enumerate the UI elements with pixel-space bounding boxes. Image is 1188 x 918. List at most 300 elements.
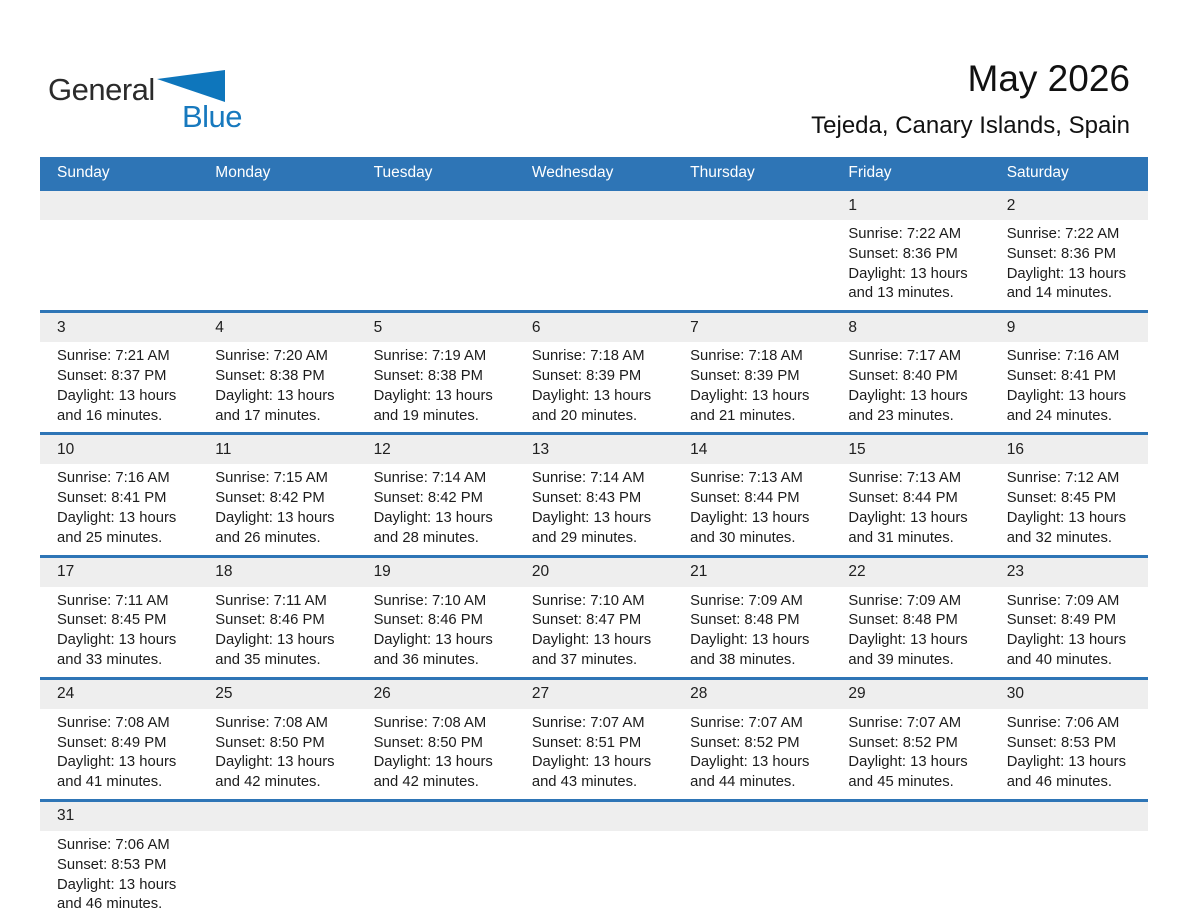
daylight-text-line2: and 33 minutes.: [57, 651, 163, 668]
day-number-band: [198, 191, 356, 220]
day-cell-body: [40, 464, 198, 554]
day-number-band: [831, 680, 989, 709]
daylight-text-line2: and 28 minutes.: [373, 529, 479, 546]
sunset-text: Sunset: 8:38 PM: [215, 367, 325, 384]
sunrise-text: Sunrise: 7:18 AM: [531, 348, 645, 365]
daylight-text-line1: Daylight: 13 hours: [1006, 509, 1126, 526]
daylight-text-line1: Daylight: 13 hours: [690, 509, 810, 526]
week-row: [40, 677, 1148, 799]
day-number-band: [673, 435, 831, 464]
day-number: 3: [57, 318, 66, 336]
logo-text-general: General: [48, 72, 155, 107]
day-cell-body: [515, 342, 673, 432]
day-cell: [357, 313, 515, 432]
day-cell: [357, 680, 515, 799]
day-cell-body: [40, 709, 198, 799]
daylight-text-line1: Daylight: 13 hours: [531, 387, 652, 404]
daylight-text-line1: Daylight: 13 hours: [215, 387, 335, 404]
day-cell: [198, 313, 356, 432]
day-number-band: [40, 680, 198, 709]
sunrise-text: Sunrise: 7:22 AM: [1006, 226, 1120, 242]
daylight-text-line2: and 14 minutes.: [1006, 285, 1112, 302]
empty-day-cell: [673, 802, 831, 918]
daylight-text-line1: Daylight: 13 hours: [215, 754, 335, 771]
sunrise-text: Sunrise: 7:09 AM: [1006, 592, 1120, 609]
daylight-text-line1: Daylight: 13 hours: [1006, 387, 1126, 404]
day-number: 28: [690, 685, 708, 703]
day-cell-body: [198, 587, 356, 677]
sunrise-text: Sunrise: 7:09 AM: [690, 592, 803, 609]
daylight-text-line1: Daylight: 13 hours: [848, 754, 968, 771]
sunset-text: Sunset: 8:44 PM: [690, 490, 800, 507]
sunrise-text: Sunrise: 7:19 AM: [373, 348, 487, 365]
day-number-band: [198, 802, 356, 831]
empty-day-cell: [198, 191, 356, 310]
sunset-text: Sunset: 8:53 PM: [1006, 734, 1117, 751]
sunset-text: Sunset: 8:41 PM: [1006, 367, 1117, 384]
daylight-text-line2: and 19 minutes.: [373, 407, 479, 424]
day-number-band: [673, 313, 831, 342]
daylight-text-line1: Daylight: 13 hours: [57, 876, 177, 893]
day-cell-body: [515, 709, 673, 799]
day-cell: [515, 680, 673, 799]
sunrise-text: Sunrise: 7:16 AM: [1006, 348, 1120, 365]
day-cell-body: [673, 831, 831, 842]
calendar-weeks: [40, 188, 1148, 918]
day-number-band: [673, 558, 831, 587]
day-number: 19: [373, 563, 391, 581]
day-cell: [40, 802, 198, 918]
sunset-text: Sunset: 8:50 PM: [373, 734, 483, 751]
daylight-text-line1: Daylight: 13 hours: [848, 387, 968, 404]
sunset-text: Sunset: 8:46 PM: [215, 612, 325, 629]
day-number-band: [673, 191, 831, 220]
page-title: May 2026: [967, 58, 1130, 99]
day-number: 11: [215, 440, 232, 458]
empty-day-cell: [990, 802, 1148, 918]
day-number: 29: [848, 685, 866, 703]
calendar-table: [40, 157, 1148, 918]
day-number: 27: [531, 685, 550, 703]
day-number-band: [357, 435, 515, 464]
daylight-text-line2: and 23 minutes.: [848, 407, 954, 424]
daylight-text-line2: and 20 minutes.: [531, 407, 638, 424]
empty-day-cell: [40, 191, 198, 310]
daylight-text-line2: and 38 minutes.: [690, 651, 796, 668]
day-number-band: [673, 680, 831, 709]
day-cell: [515, 558, 673, 677]
sunset-text: Sunset: 8:44 PM: [848, 490, 958, 507]
day-number: 15: [848, 440, 866, 458]
day-number-band: [357, 802, 515, 831]
day-number-band: [990, 802, 1148, 831]
daylight-text-line1: Daylight: 13 hours: [848, 509, 968, 526]
daylight-text-line2: and 36 minutes.: [373, 651, 479, 668]
day-cell: [357, 558, 515, 677]
daylight-text-line2: and 42 minutes.: [373, 774, 479, 791]
daylight-text-line1: Daylight: 13 hours: [531, 754, 652, 771]
day-cell-body: [831, 709, 989, 799]
day-number: 4: [215, 318, 224, 336]
daylight-text-line1: Daylight: 13 hours: [1006, 265, 1126, 282]
day-number: 1: [848, 196, 858, 214]
sunrise-text: Sunrise: 7:15 AM: [215, 470, 328, 487]
day-number: 17: [57, 563, 75, 581]
day-cell: [990, 191, 1148, 310]
day-cell-body: [40, 342, 198, 432]
sunrise-text: Sunrise: 7:07 AM: [690, 714, 803, 731]
daylight-text-line2: and 31 minutes.: [848, 529, 954, 546]
day-cell-body: [673, 220, 831, 231]
day-cell-body: [515, 220, 673, 231]
daylight-text-line2: and 25 minutes.: [57, 529, 163, 546]
day-number-band: [831, 435, 989, 464]
daylight-text-line2: and 42 minutes.: [215, 774, 321, 791]
sunrise-text: Sunrise: 7:08 AM: [57, 714, 170, 731]
day-number-band: [515, 680, 673, 709]
day-cell: [357, 435, 515, 554]
day-cell-body: [40, 587, 198, 677]
daylight-text-line2: and 39 minutes.: [848, 651, 954, 668]
day-cell: [673, 435, 831, 554]
sunrise-text: Sunrise: 7:13 AM: [690, 470, 803, 487]
day-number: 24: [57, 685, 75, 703]
sunset-text: Sunset: 8:52 PM: [848, 734, 958, 751]
day-header-saturday: Saturday: [1006, 163, 1069, 181]
sunrise-text: Sunrise: 7:07 AM: [531, 714, 645, 731]
day-cell-body: [515, 831, 673, 842]
day-cell: [990, 558, 1148, 677]
daylight-text-line2: and 26 minutes.: [215, 529, 321, 546]
sunset-text: Sunset: 8:52 PM: [690, 734, 800, 751]
day-cell-body: [198, 464, 356, 554]
day-cell: [515, 435, 673, 554]
day-cell-body: [831, 831, 989, 842]
day-cell-body: [990, 831, 1148, 842]
day-number-band: [990, 435, 1148, 464]
daylight-text-line1: Daylight: 13 hours: [373, 509, 493, 526]
sunset-text: Sunset: 8:43 PM: [531, 490, 642, 507]
daylight-text-line1: Daylight: 13 hours: [1006, 754, 1126, 771]
day-cell-body: [198, 220, 356, 231]
sunset-text: Sunset: 8:50 PM: [215, 734, 325, 751]
sunrise-text: Sunrise: 7:16 AM: [57, 470, 170, 487]
day-header-wednesday: Wednesday: [531, 163, 614, 181]
day-cell-body: [831, 342, 989, 432]
daylight-text-line2: and 37 minutes.: [531, 651, 638, 668]
day-cell: [40, 558, 198, 677]
sunrise-text: Sunrise: 7:21 AM: [57, 348, 170, 365]
daylight-text-line1: Daylight: 13 hours: [848, 632, 968, 649]
sunset-text: Sunset: 8:42 PM: [373, 490, 483, 507]
day-cell-body: [831, 220, 989, 310]
day-cell: [831, 435, 989, 554]
sunset-text: Sunset: 8:46 PM: [373, 612, 483, 629]
day-number: 10: [57, 440, 75, 458]
sunrise-text: Sunrise: 7:08 AM: [215, 714, 328, 731]
daylight-text-line2: and 43 minutes.: [531, 774, 638, 791]
sunset-text: Sunset: 8:48 PM: [848, 612, 958, 629]
day-cell: [40, 435, 198, 554]
logo-text-blue: Blue: [181, 99, 242, 134]
sunset-text: Sunset: 8:37 PM: [57, 367, 167, 384]
day-number-band: [831, 191, 989, 220]
day-number-band: [40, 802, 198, 831]
sunrise-text: Sunrise: 7:11 AM: [215, 592, 327, 609]
sunset-text: Sunset: 8:39 PM: [531, 367, 642, 384]
day-cell-body: [673, 587, 831, 677]
daylight-text-line1: Daylight: 13 hours: [690, 754, 810, 771]
daylight-text-line2: and 13 minutes.: [848, 285, 954, 302]
week-row: [40, 310, 1148, 432]
day-cell-body: [40, 220, 198, 231]
sunset-text: Sunset: 8:39 PM: [690, 367, 800, 384]
empty-day-cell: [515, 802, 673, 918]
day-number: 22: [848, 563, 866, 581]
day-cell-body: [40, 831, 198, 918]
sunset-text: Sunset: 8:51 PM: [531, 734, 642, 751]
day-number-band: [515, 802, 673, 831]
day-cell-body: [357, 587, 515, 677]
daylight-text-line2: and 44 minutes.: [690, 774, 796, 791]
sunset-text: Sunset: 8:47 PM: [531, 612, 642, 629]
sunset-text: Sunset: 8:36 PM: [1006, 245, 1117, 262]
day-number-band: [40, 558, 198, 587]
day-number-band: [357, 313, 515, 342]
day-number-band: [198, 680, 356, 709]
sunrise-text: Sunrise: 7:14 AM: [373, 470, 487, 487]
title-block: [811, 58, 1130, 140]
day-number: 6: [531, 318, 541, 336]
empty-day-cell: [357, 802, 515, 918]
day-cell: [198, 558, 356, 677]
day-cell: [990, 435, 1148, 554]
sunrise-text: Sunrise: 7:17 AM: [848, 348, 962, 365]
sunrise-text: Sunrise: 7:18 AM: [690, 348, 803, 365]
day-cell: [40, 680, 198, 799]
day-number-band: [831, 802, 989, 831]
daylight-text-line1: Daylight: 13 hours: [57, 632, 177, 649]
sunrise-text: Sunrise: 7:13 AM: [848, 470, 962, 487]
daylight-text-line2: and 35 minutes.: [215, 651, 321, 668]
day-number: 31: [57, 807, 75, 825]
daylight-text-line2: and 46 minutes.: [1006, 774, 1112, 791]
day-cell-body: [673, 709, 831, 799]
daylight-text-line1: Daylight: 13 hours: [690, 632, 810, 649]
day-header-sunday: Sunday: [57, 163, 110, 181]
sunrise-text: Sunrise: 7:10 AM: [373, 592, 487, 609]
daylight-text-line2: and 16 minutes.: [57, 407, 163, 424]
day-cell-body: [990, 464, 1148, 554]
day-cell: [198, 435, 356, 554]
day-number-band: [515, 435, 673, 464]
sunrise-text: Sunrise: 7:06 AM: [1006, 714, 1120, 731]
daylight-text-line1: Daylight: 13 hours: [215, 509, 335, 526]
daylight-text-line2: and 29 minutes.: [531, 529, 638, 546]
sunset-text: Sunset: 8:48 PM: [690, 612, 800, 629]
day-cell-body: [357, 831, 515, 842]
daylight-text-line1: Daylight: 13 hours: [57, 387, 177, 404]
sunset-text: Sunset: 8:49 PM: [57, 734, 167, 751]
week-row: [40, 555, 1148, 677]
general-blue-logo: [48, 70, 242, 132]
day-number-band: [40, 191, 198, 220]
day-cell-body: [198, 709, 356, 799]
daylight-text-line1: Daylight: 13 hours: [690, 387, 810, 404]
day-number: 12: [373, 440, 391, 458]
daylight-text-line2: and 30 minutes.: [690, 529, 796, 546]
daylight-text-line2: and 24 minutes.: [1006, 407, 1112, 424]
sunrise-text: Sunrise: 7:11 AM: [57, 592, 169, 609]
day-number-band: [990, 558, 1148, 587]
daylight-text-line1: Daylight: 13 hours: [1006, 632, 1126, 649]
empty-day-cell: [357, 191, 515, 310]
day-number-band: [515, 191, 673, 220]
day-cell: [515, 313, 673, 432]
day-cell: [990, 313, 1148, 432]
daylight-text-line1: Daylight: 13 hours: [373, 632, 493, 649]
day-number-band: [515, 558, 673, 587]
day-number-band: [515, 313, 673, 342]
day-cell-body: [357, 464, 515, 554]
sunrise-text: Sunrise: 7:12 AM: [1006, 470, 1120, 487]
day-header-thursday: Thursday: [690, 163, 755, 181]
daylight-text-line1: Daylight: 13 hours: [848, 265, 968, 282]
daylight-text-line1: Daylight: 13 hours: [531, 509, 652, 526]
day-cell: [673, 313, 831, 432]
day-number: 2: [1006, 196, 1016, 214]
day-number: 8: [848, 318, 858, 336]
day-cell-body: [357, 342, 515, 432]
sunrise-text: Sunrise: 7:22 AM: [848, 226, 962, 242]
sunrise-text: Sunrise: 7:14 AM: [531, 470, 645, 487]
daylight-text-line2: and 45 minutes.: [848, 774, 954, 791]
day-number: 20: [531, 563, 550, 581]
day-cell: [673, 558, 831, 677]
daylight-text-line2: and 32 minutes.: [1006, 529, 1112, 546]
day-number-band: [357, 558, 515, 587]
daylight-text-line1: Daylight: 13 hours: [373, 387, 493, 404]
day-number: 25: [215, 685, 233, 703]
day-number: 13: [531, 440, 550, 458]
sunset-text: Sunset: 8:45 PM: [57, 612, 167, 629]
day-cell-body: [198, 831, 356, 842]
day-cell: [831, 313, 989, 432]
day-cell-body: [831, 464, 989, 554]
day-number: 21: [690, 563, 708, 581]
day-cell-body: [673, 464, 831, 554]
day-cell: [198, 680, 356, 799]
day-cell-body: [357, 709, 515, 799]
day-number-band: [831, 558, 989, 587]
day-cell-body: [198, 342, 356, 432]
sunrise-text: Sunrise: 7:06 AM: [57, 836, 170, 853]
day-cell-body: [515, 587, 673, 677]
day-number: 7: [690, 318, 699, 336]
empty-day-cell: [673, 191, 831, 310]
daylight-text-line1: Daylight: 13 hours: [531, 632, 652, 649]
page-subtitle: Tejeda, Canary Islands, Spain: [811, 112, 1130, 139]
day-header-friday: Friday: [848, 163, 892, 181]
sunrise-text: Sunrise: 7:20 AM: [215, 348, 328, 365]
sunrise-text: Sunrise: 7:08 AM: [373, 714, 487, 731]
day-cell: [831, 558, 989, 677]
sunset-text: Sunset: 8:45 PM: [1006, 490, 1117, 507]
day-cell-body: [515, 464, 673, 554]
daylight-text-line2: and 46 minutes.: [57, 896, 163, 913]
day-number-band: [357, 191, 515, 220]
daylight-text-line2: and 40 minutes.: [1006, 651, 1112, 668]
day-number-band: [357, 680, 515, 709]
sunrise-text: Sunrise: 7:10 AM: [531, 592, 645, 609]
day-number-band: [40, 435, 198, 464]
day-number-band: [673, 802, 831, 831]
sunset-text: Sunset: 8:49 PM: [1006, 612, 1117, 629]
day-cell-body: [990, 587, 1148, 677]
day-cell: [990, 680, 1148, 799]
logo-triangle-icon: [157, 70, 225, 102]
sunset-text: Sunset: 8:38 PM: [373, 367, 483, 384]
daylight-text-line1: Daylight: 13 hours: [57, 754, 177, 771]
day-number-band: [990, 191, 1148, 220]
day-cell: [831, 191, 989, 310]
day-number-band: [831, 313, 989, 342]
day-cell: [831, 680, 989, 799]
empty-day-cell: [515, 191, 673, 310]
day-number: 23: [1006, 563, 1024, 581]
sunset-text: Sunset: 8:41 PM: [57, 490, 167, 507]
day-number-band: [990, 313, 1148, 342]
day-number-band: [198, 313, 356, 342]
daylight-text-line2: and 21 minutes.: [690, 407, 796, 424]
daylight-text-line1: Daylight: 13 hours: [57, 509, 177, 526]
daylight-text-line2: and 41 minutes.: [57, 774, 163, 791]
day-number-band: [198, 435, 356, 464]
day-header-tuesday: Tuesday: [373, 163, 433, 181]
day-cell-body: [673, 342, 831, 432]
daylight-text-line1: Daylight: 13 hours: [215, 632, 335, 649]
day-cell-body: [990, 220, 1148, 310]
sunrise-text: Sunrise: 7:09 AM: [848, 592, 962, 609]
sunset-text: Sunset: 8:40 PM: [848, 367, 958, 384]
day-cell: [673, 680, 831, 799]
sunrise-text: Sunrise: 7:07 AM: [848, 714, 962, 731]
day-cell-body: [357, 220, 515, 231]
day-cell-body: [990, 709, 1148, 799]
sunset-text: Sunset: 8:42 PM: [215, 490, 325, 507]
day-number-band: [198, 558, 356, 587]
day-number-band: [990, 680, 1148, 709]
day-number: 5: [373, 318, 383, 336]
week-row: [40, 799, 1148, 918]
daylight-text-line2: and 17 minutes.: [215, 407, 321, 424]
day-cell-body: [990, 342, 1148, 432]
day-header-row: [40, 157, 1148, 188]
week-row: [40, 188, 1148, 310]
day-number: 26: [373, 685, 391, 703]
day-number-band: [40, 313, 198, 342]
day-header-monday: Monday: [215, 163, 271, 181]
day-cell-body: [831, 587, 989, 677]
daylight-text-line1: Daylight: 13 hours: [373, 754, 493, 771]
empty-day-cell: [198, 802, 356, 918]
day-number: 9: [1006, 318, 1016, 336]
day-cell: [40, 313, 198, 432]
empty-day-cell: [831, 802, 989, 918]
day-number: 14: [690, 440, 708, 458]
sunset-text: Sunset: 8:36 PM: [848, 245, 958, 262]
day-number: 18: [215, 563, 233, 581]
